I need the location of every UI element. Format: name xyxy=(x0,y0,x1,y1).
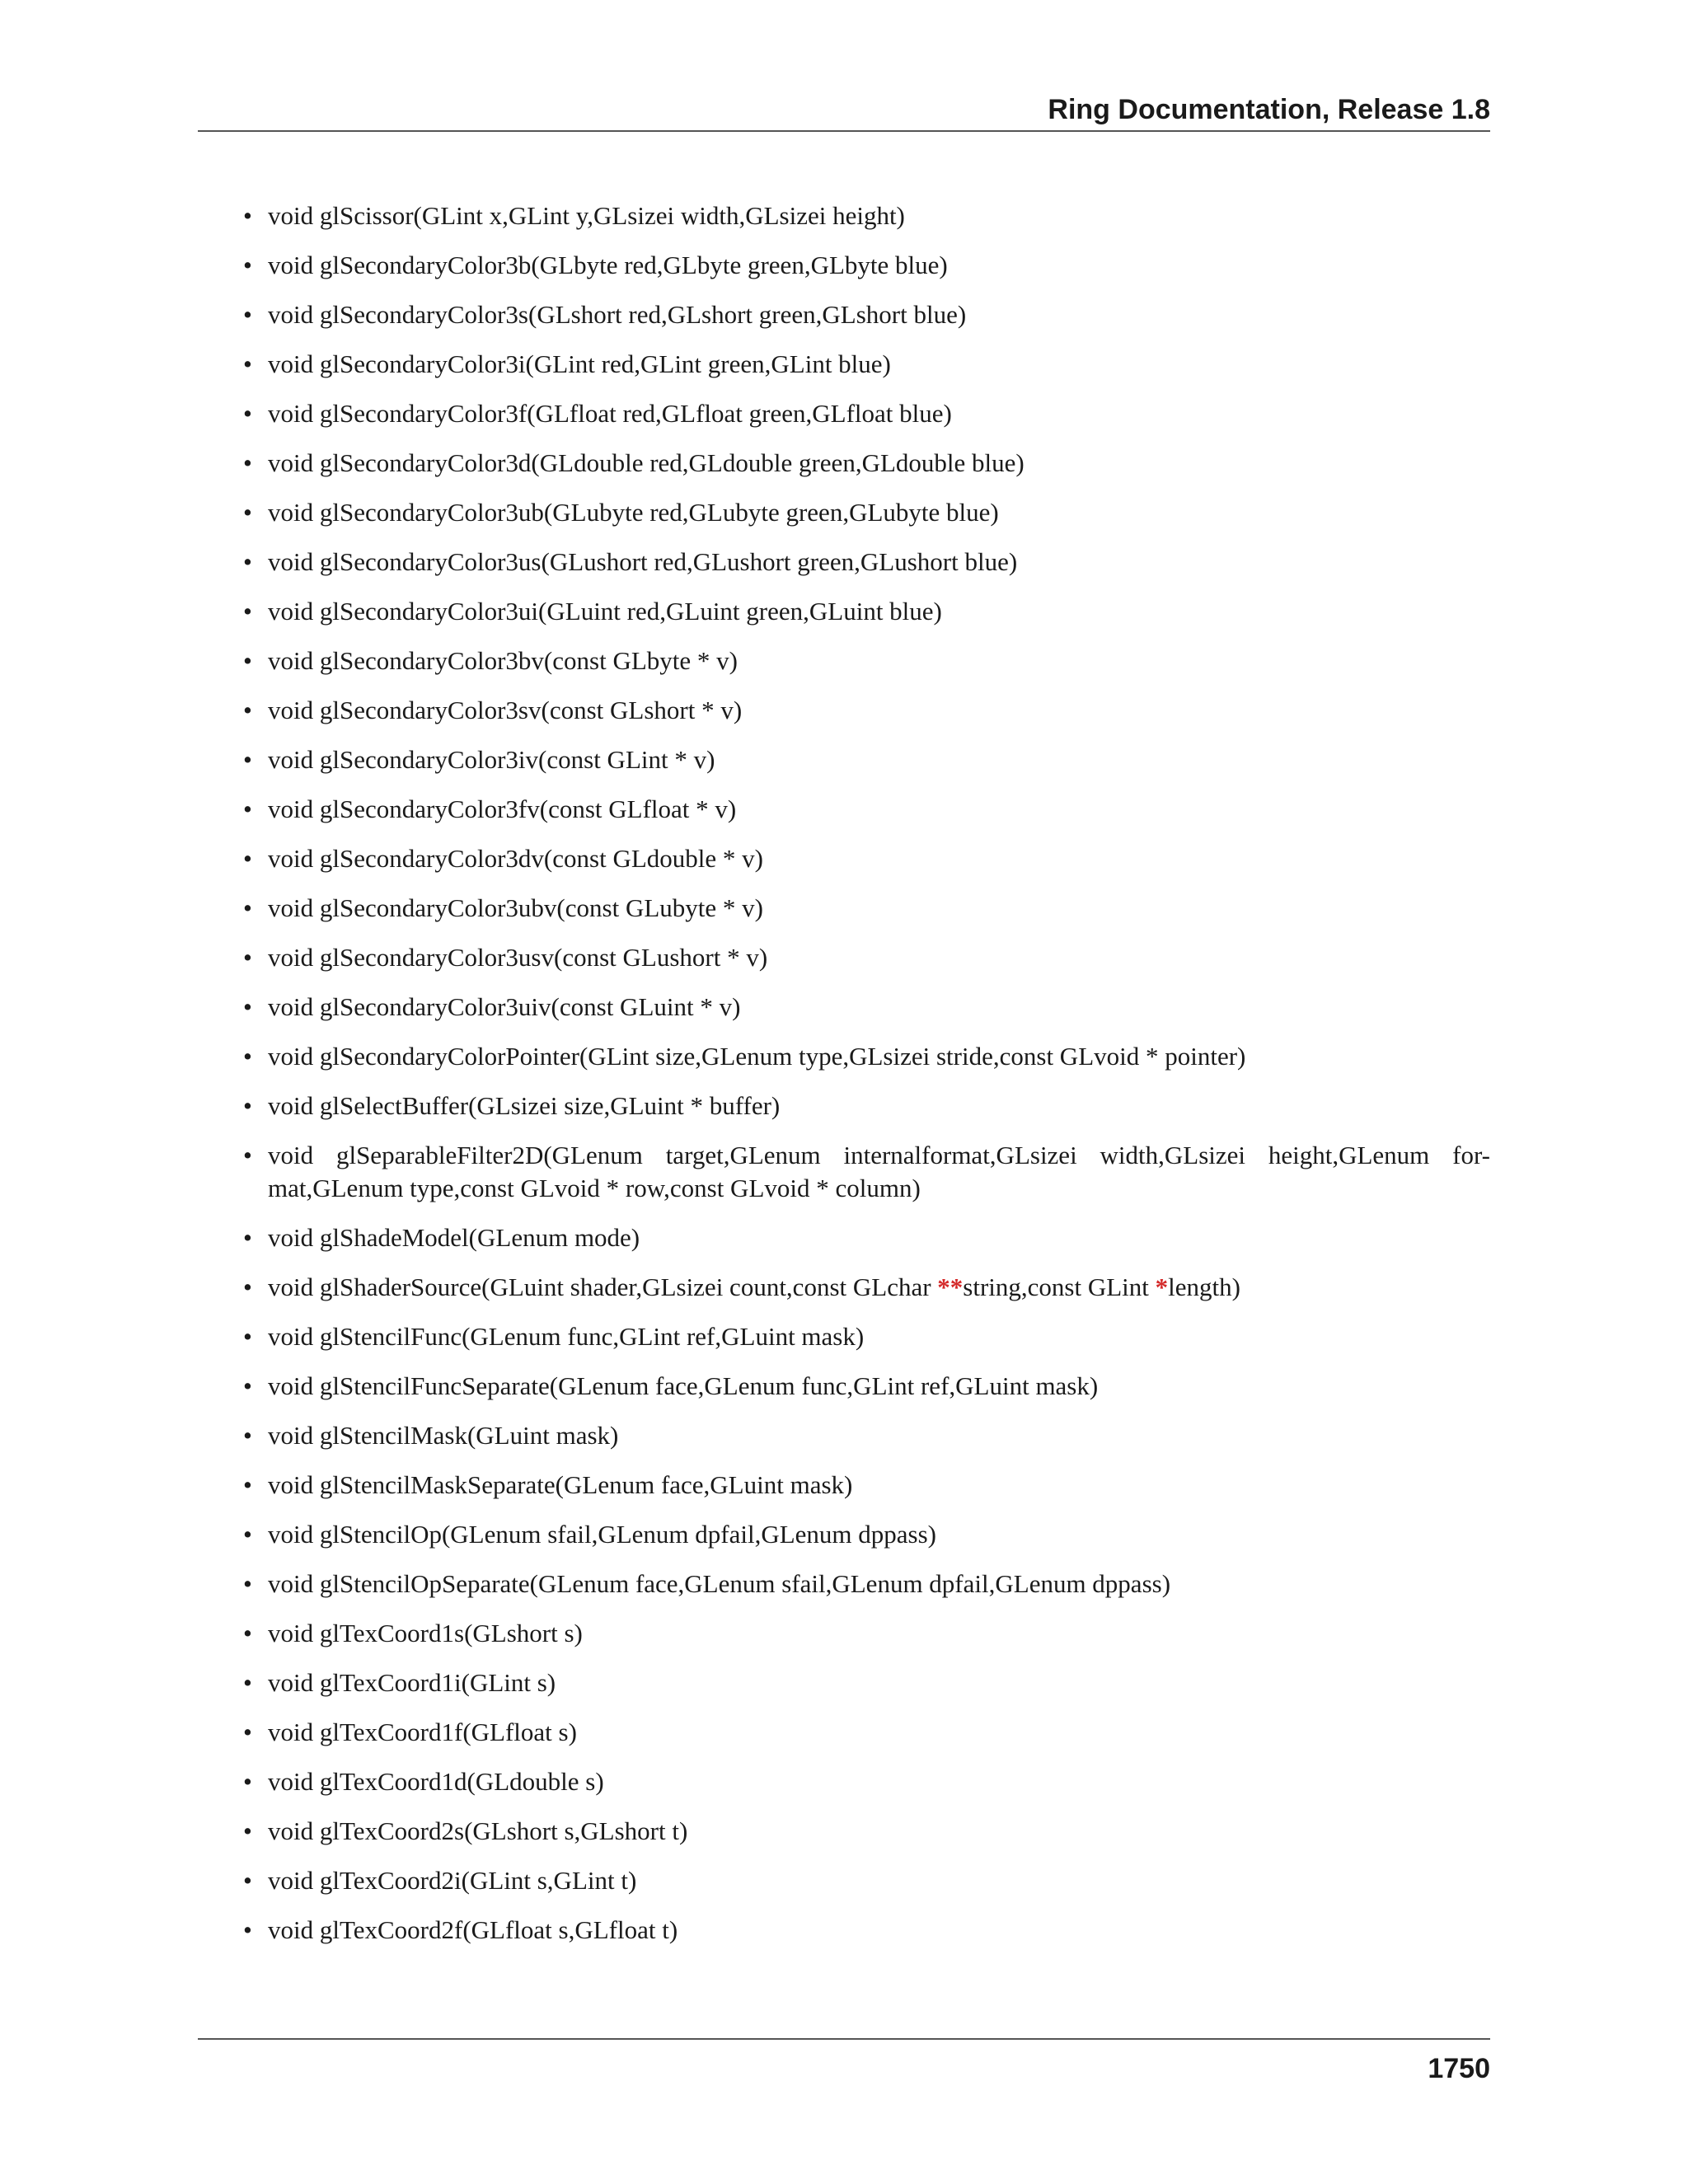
list-item xyxy=(243,1568,1490,1601)
list-item xyxy=(243,1666,1490,1699)
list-item xyxy=(243,743,1490,776)
bullet-icon: • xyxy=(243,844,252,873)
list-item xyxy=(243,249,1490,282)
list-item xyxy=(243,1765,1490,1798)
page-number: 1750 xyxy=(1428,2053,1490,2084)
list-item xyxy=(243,1320,1490,1353)
function-signature: void glSecondaryColor3b(GLbyte red,GLbyte green,GLbyte blue) xyxy=(268,251,948,279)
list-item xyxy=(243,1617,1490,1650)
bullet-icon: • xyxy=(243,1042,252,1071)
function-signature: void glStencilFuncSeparate(GLenum face,GLenum func,GLint ref,GLuint mask) xyxy=(268,1371,1099,1400)
function-signature: void glStencilOp(GLenum sfail,GLenum dpfail,GLenum dppass) xyxy=(268,1520,937,1549)
bullet-icon: • xyxy=(243,696,252,724)
function-signature: void glSecondaryColor3i(GLint red,GLint green,GLint blue) xyxy=(268,349,891,378)
list-item xyxy=(243,1271,1490,1304)
list-item xyxy=(243,1040,1490,1073)
bullet-icon: • xyxy=(243,300,252,329)
list-item xyxy=(243,892,1490,925)
bullet-icon: • xyxy=(243,1371,252,1400)
function-signature: void glSecondaryColor3ubv(const GLubyte * v) xyxy=(268,893,763,922)
list-item xyxy=(243,1815,1490,1848)
list-item xyxy=(243,496,1490,529)
function-signature: void glSecondaryColor3dv(const GLdouble * v) xyxy=(268,844,763,873)
bullet-icon: • xyxy=(243,448,252,477)
bullet-icon: • xyxy=(243,399,252,428)
bullet-icon: • xyxy=(243,1470,252,1499)
page-footer xyxy=(198,2038,1490,2084)
function-signature: void glTexCoord1i(GLint s) xyxy=(268,1668,556,1697)
bullet-icon: • xyxy=(243,201,252,230)
signature-text: length) xyxy=(1168,1272,1240,1301)
list-item xyxy=(243,1221,1490,1254)
list-item xyxy=(243,694,1490,727)
list-item xyxy=(243,1864,1490,1897)
function-signature: void glSecondaryColor3bv(const GLbyte * v) xyxy=(268,646,738,675)
bullet-icon: • xyxy=(243,498,252,527)
function-signature: void glShadeModel(GLenum mode) xyxy=(268,1223,640,1252)
page-header xyxy=(198,89,1490,132)
bullet-icon: • xyxy=(243,349,252,378)
bullet-icon: • xyxy=(243,992,252,1021)
bullet-icon: • xyxy=(243,597,252,626)
list-item xyxy=(243,1419,1490,1452)
bullet-icon: • xyxy=(243,1272,252,1301)
signature-text: void glShaderSource(GLuint shader,GLsizei count,const GLchar xyxy=(268,1272,938,1301)
function-signature: void glSelectBuffer(GLsizei size,GLuint * buffer) xyxy=(268,1091,781,1120)
function-signature: void glSecondaryColor3ub(GLubyte red,GLubyte green,GLubyte blue) xyxy=(268,498,999,527)
bullet-icon: • xyxy=(243,1520,252,1549)
function-signature: void glTexCoord1s(GLshort s) xyxy=(268,1619,583,1647)
function-signature: void glStencilMaskSeparate(GLenum face,GLuint mask) xyxy=(268,1470,853,1499)
bullet-icon: • xyxy=(243,943,252,972)
bullet-icon: • xyxy=(243,1767,252,1796)
function-signature: void glTexCoord2f(GLfloat s,GLfloat t) xyxy=(268,1915,678,1944)
list-item xyxy=(243,199,1490,232)
list-item xyxy=(243,1518,1490,1551)
function-signature: void glSecondaryColor3fv(const GLfloat * v) xyxy=(268,794,737,823)
function-signature: void glTexCoord1d(GLdouble s) xyxy=(268,1767,604,1796)
bullet-icon: • xyxy=(243,1569,252,1598)
list-item xyxy=(243,348,1490,381)
function-signature: void glSecondaryColor3s(GLshort red,GLshort green,GLshort blue) xyxy=(268,300,967,329)
function-list xyxy=(243,199,1490,1963)
function-signature xyxy=(268,1272,1240,1301)
list-item xyxy=(243,644,1490,677)
bullet-icon: • xyxy=(243,251,252,279)
function-signature: void glSecondaryColor3f(GLfloat red,GLfloat green,GLfloat blue) xyxy=(268,399,952,428)
function-signature: void glSecondaryColor3ui(GLuint red,GLuint green,GLuint blue) xyxy=(268,597,942,626)
function-signature: void glStencilOpSeparate(GLenum face,GLenum sfail,GLenum dpfail,GLenum dppass) xyxy=(268,1569,1171,1598)
pointer-marker: * xyxy=(1155,1272,1169,1301)
bullet-icon: • xyxy=(243,1619,252,1647)
list-item xyxy=(243,1370,1490,1403)
bullet-icon: • xyxy=(243,1718,252,1746)
pointer-marker: ** xyxy=(937,1272,964,1301)
function-signature: void glTexCoord2s(GLshort s,GLshort t) xyxy=(268,1816,688,1845)
function-signature: void glScissor(GLint x,GLint y,GLsizei width,GLsizei height) xyxy=(268,201,905,230)
function-signature: void glSecondaryColor3d(GLdouble red,GLdouble green,GLdouble blue) xyxy=(268,448,1025,477)
document-title: Ring Documentation, Release 1.8 xyxy=(1048,94,1490,125)
bullet-icon: • xyxy=(243,547,252,576)
list-item xyxy=(243,595,1490,628)
list-item xyxy=(243,1914,1490,1947)
bullet-icon: • xyxy=(243,1915,252,1944)
bullet-icon: • xyxy=(243,1322,252,1351)
function-signature: void glSeparableFilter2D(GLenum target,GLenum internalformat,GLsizei width,GLsizei height,GLenum for-mat,GLenum type,const GLvoid * row,const GLvoid * column) xyxy=(268,1141,1490,1202)
list-item xyxy=(243,447,1490,480)
list-item xyxy=(243,1469,1490,1502)
function-signature: void glStencilMask(GLuint mask) xyxy=(268,1421,619,1450)
list-item xyxy=(243,1139,1490,1205)
bullet-icon: • xyxy=(243,1223,252,1252)
list-item xyxy=(243,842,1490,875)
function-signature: void glTexCoord1f(GLfloat s) xyxy=(268,1718,577,1746)
list-item xyxy=(243,941,1490,974)
list-item xyxy=(243,397,1490,430)
bullet-icon: • xyxy=(243,745,252,774)
function-signature: void glSecondaryColor3sv(const GLshort * v) xyxy=(268,696,743,724)
bullet-icon: • xyxy=(243,1668,252,1697)
signature-text: string,const GLint xyxy=(963,1272,1156,1301)
function-signature: void glSecondaryColor3us(GLushort red,GLushort green,GLushort blue) xyxy=(268,547,1018,576)
bullet-icon: • xyxy=(243,893,252,922)
bullet-icon: • xyxy=(243,1816,252,1845)
function-signature: void glTexCoord2i(GLint s,GLint t) xyxy=(268,1866,637,1895)
function-signature: void glSecondaryColor3usv(const GLushort * v) xyxy=(268,943,768,972)
list-item xyxy=(243,1716,1490,1749)
function-signature: void glStencilFunc(GLenum func,GLint ref,GLuint mask) xyxy=(268,1322,865,1351)
list-item xyxy=(243,546,1490,579)
bullet-icon: • xyxy=(243,794,252,823)
bullet-icon: • xyxy=(243,1141,252,1169)
bullet-icon: • xyxy=(243,1091,252,1120)
function-signature: void glSecondaryColor3iv(const GLint * v) xyxy=(268,745,715,774)
list-item xyxy=(243,793,1490,826)
list-item xyxy=(243,298,1490,331)
list-item xyxy=(243,1090,1490,1122)
bullet-icon: • xyxy=(243,1421,252,1450)
list-item xyxy=(243,991,1490,1024)
function-signature: void glSecondaryColorPointer(GLint size,GLenum type,GLsizei stride,const GLvoid * pointer) xyxy=(268,1042,1246,1071)
bullet-icon: • xyxy=(243,646,252,675)
bullet-icon: • xyxy=(243,1866,252,1895)
function-signature: void glSecondaryColor3uiv(const GLuint * v) xyxy=(268,992,741,1021)
